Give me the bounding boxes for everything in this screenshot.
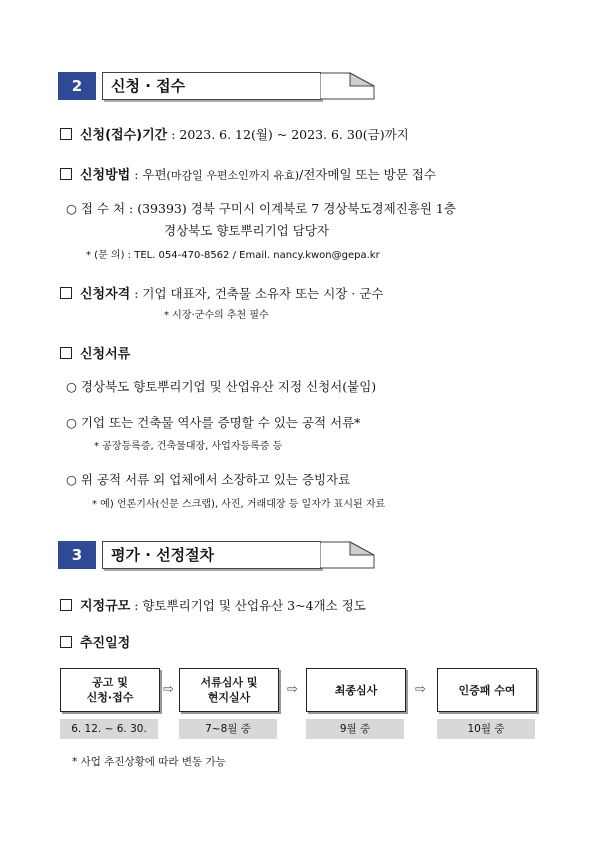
checkbox-icon	[60, 599, 72, 611]
qualification-row	[60, 283, 383, 302]
right-arrow-icon: ⇨	[415, 682, 426, 697]
scale-label: 지정규모	[80, 599, 131, 614]
checkbox-icon	[60, 287, 72, 299]
documents-row	[60, 343, 130, 362]
qualification-note: * 시장·군수의 추천 필수	[164, 310, 269, 321]
reception-row	[66, 199, 456, 217]
section-number: 3	[58, 541, 96, 569]
right-arrow-icon: ⇨	[287, 682, 298, 697]
document-item: ○ 위 공적 서류 외 업체에서 소장하고 있는 증빙자료	[66, 472, 351, 487]
schedule-date: 9월 중	[306, 719, 404, 739]
schedule-date: 7~8월 중	[179, 719, 277, 739]
schedule-step: 공고 및 신청·접수	[60, 668, 160, 712]
schedule-step: 최종심사	[306, 668, 406, 712]
section-title: 평가 · 선정절차	[102, 541, 321, 569]
checkbox-icon	[60, 636, 72, 648]
schedule-date: 10월 중	[437, 719, 535, 739]
checkbox-icon	[60, 347, 72, 359]
document-item: ○ 경상북도 향토뿌리기업 및 산업유산 지정 신청서(붙임)	[66, 379, 377, 394]
section-number: 2	[58, 72, 96, 100]
folded-corner-icon	[320, 72, 376, 102]
contact-info: * (문 의) : TEL. 054-470-8562 / Email. nancy.kwon@gepa.kr	[86, 250, 380, 261]
schedule-label: 추진일정	[80, 636, 131, 651]
period-label: 신청(접수)기간	[80, 128, 168, 143]
right-arrow-icon: ⇨	[163, 682, 174, 697]
method-value-c: /전자메일 또는 방문 접수	[299, 167, 436, 182]
reception-label: ○ 접 수 처 :	[66, 201, 138, 216]
period-value: : 2023. 6. 12(월) ~ 2023. 6. 30(금)까지	[167, 127, 409, 142]
schedule-row	[60, 632, 130, 651]
document-item: ○ 기업 또는 건축물 역사를 증명할 수 있는 공적 서류*	[66, 415, 361, 430]
method-label: 신청방법	[80, 168, 131, 183]
checkbox-icon	[60, 128, 72, 140]
reception-address: (39393) 경북 구미시 이계북로 7 경상북도경제진흥원 1층	[137, 201, 456, 216]
document-note: * 예) 언론기사(신문 스크랩), 사진, 거래대장 등 일자가 표시된 자료	[92, 499, 386, 510]
checkbox-icon	[60, 168, 72, 180]
method-value-b: (마감일 우편소인까지 유효)	[166, 169, 300, 182]
scale-value: : 향토뿌리기업 및 산업유산 3~4개소 정도	[130, 598, 366, 613]
document-note: * 공장등록증, 건축물대장, 사업자등록증 등	[94, 441, 283, 452]
schedule-step: 서류심사 및 현지실사	[179, 668, 279, 712]
method-value-a: : 우편	[130, 167, 167, 182]
documents-label: 신청서류	[80, 347, 131, 362]
method-row	[60, 164, 436, 183]
reception-contact-person: 경상북도 향토뿌리기업 담당자	[164, 223, 329, 238]
qualification-label: 신청자격	[80, 287, 131, 302]
schedule-step: 인증패 수여	[437, 668, 537, 712]
schedule-date: 6. 12. ~ 6. 30.	[60, 719, 158, 739]
schedule-footnote: * 사업 추진상황에 따라 변동 가능	[72, 756, 226, 768]
period-row	[60, 124, 409, 143]
qualification-value: : 기업 대표자, 건축물 소유자 또는 시장 · 군수	[130, 286, 384, 301]
scale-row	[60, 595, 366, 614]
folded-corner-icon	[320, 541, 376, 571]
section-title: 신청 · 접수	[102, 72, 321, 100]
